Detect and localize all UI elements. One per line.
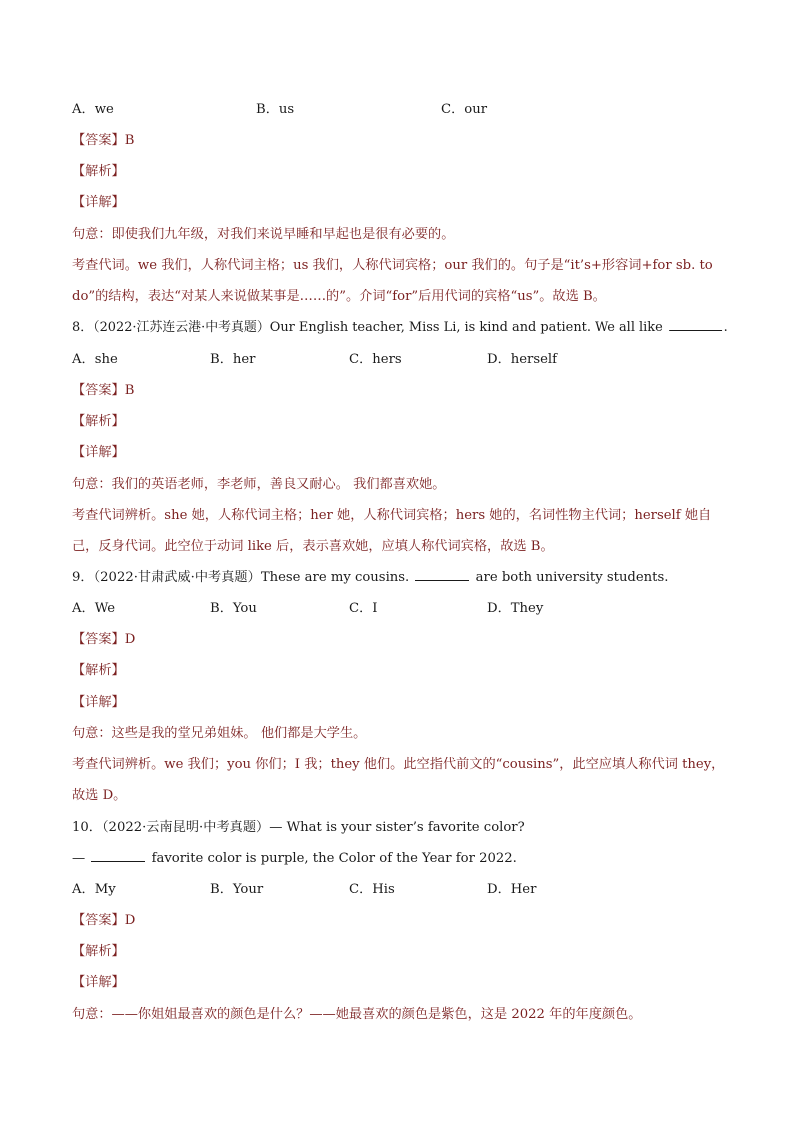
q8-blank xyxy=(669,318,722,331)
q10-option-a: A．My xyxy=(72,882,116,897)
q10-detail-label: 【详解】 xyxy=(72,975,125,990)
q10-answer: 【答案】D xyxy=(72,913,136,928)
q10-meaning: 句意：——你姐姐最喜欢的颜色是什么？——她最喜欢的颜色是紫色，这是 2022 年的年度颜色。 xyxy=(72,1007,642,1022)
q8-meaning: 句意：我们的英语老师，李老师，善良又耐心。 我们都喜欢她。 xyxy=(72,477,446,492)
q9-explanation-line2: 故选 D。 xyxy=(72,788,127,803)
q9-option-d: D．They xyxy=(487,601,544,616)
q10-option-d: D．Her xyxy=(487,882,537,897)
q8-detail-label: 【详解】 xyxy=(72,445,125,460)
q10-stem-line1 xyxy=(72,818,525,838)
q7-answer: 【答案】B xyxy=(72,133,135,148)
q7-option-b: B．us xyxy=(256,102,295,117)
q9-stem xyxy=(72,568,668,588)
q10-dash: — xyxy=(72,851,86,866)
q9-detail-label: 【详解】 xyxy=(72,695,125,710)
q10-option-c: C．His xyxy=(349,882,395,897)
q9-source: （2022·甘肃武威·中考真题） xyxy=(93,570,261,585)
q9-option-b: B．You xyxy=(210,601,257,616)
q8-source: （2022·江苏连云港·中考真题） xyxy=(93,320,270,335)
q10-stem-line2 xyxy=(72,849,517,869)
q9-option-c: C．I xyxy=(349,601,378,616)
q7-explanation-line2: do”的结构，表达“对某人来说做某事是……的”。介词“for”后用代词的宾格“us”。故选 B。 xyxy=(72,289,606,304)
q7-meaning: 句意：即使我们九年级，对我们来说早睡和早起也是很有必要的。 xyxy=(72,227,455,242)
q8-answer: 【答案】B xyxy=(72,383,135,398)
q8-stem-text: Our English teacher, Miss Li, is kind and patient. We all like xyxy=(269,320,663,335)
q8-explanation-line2: 己，反身代词。此空位于动词 like 后，表示喜欢她，应填人称代词宾格，故选 B。 xyxy=(72,539,554,554)
q8-option-c: C．hers xyxy=(349,352,402,367)
q8-explanation-line1: 考查代词辨析。she 她，人称代词主格；her 她，人称代词宾格；hers 她的，名词性物主代词；herself 她自 xyxy=(72,508,712,523)
q7-analysis-label: 【解析】 xyxy=(72,164,125,179)
q9-option-a: A．We xyxy=(72,601,115,616)
q9-meaning: 句意：这些是我的堂兄弟姐妹。 他们都是大学生。 xyxy=(72,726,367,741)
q10-source: （2022·云南昆明·中考真题） xyxy=(101,820,270,835)
q9-blank xyxy=(415,568,469,581)
q10-analysis-label: 【解析】 xyxy=(72,944,125,959)
q10-stem-text: — What is your sister’s favorite color? xyxy=(269,820,525,835)
q9-stem-text: These are my cousins. xyxy=(260,570,410,585)
q10-number: 10． xyxy=(72,820,102,835)
q7-detail-label: 【详解】 xyxy=(72,195,125,210)
q9-answer: 【答案】D xyxy=(72,632,136,647)
q10-option-b: B．Your xyxy=(210,882,264,897)
q8-stem-end: . xyxy=(723,320,728,335)
q8-option-a: A．she xyxy=(72,352,118,367)
q8-stem xyxy=(72,318,728,338)
q9-explanation-line1: 考查代词辨析。we 我们；you 你们；I 我；they 他们。此空指代前文的“cousins”，此空应填人称代词 they， xyxy=(72,757,725,772)
q8-option-b: B．her xyxy=(210,352,256,367)
q7-option-c: C．our xyxy=(441,102,488,117)
q9-number: 9． xyxy=(72,570,94,585)
q8-option-d: D．herself xyxy=(487,352,558,367)
q8-analysis-label: 【解析】 xyxy=(72,414,125,429)
q8-number: 8． xyxy=(72,320,94,335)
q7-explanation-line1: 考查代词。we 我们，人称代词主格；us 我们，人称代词宾格；our 我们的。句子是“it’s+形容词+for sb. to xyxy=(72,258,713,273)
q7-option-a: A．we xyxy=(72,102,114,117)
q9-stem-end: are both university students. xyxy=(475,570,669,585)
q10-blank xyxy=(91,849,145,862)
q10-stem-line2-text: favorite color is purple, the Color of the Year for 2022. xyxy=(151,851,517,866)
q9-analysis-label: 【解析】 xyxy=(72,663,125,678)
